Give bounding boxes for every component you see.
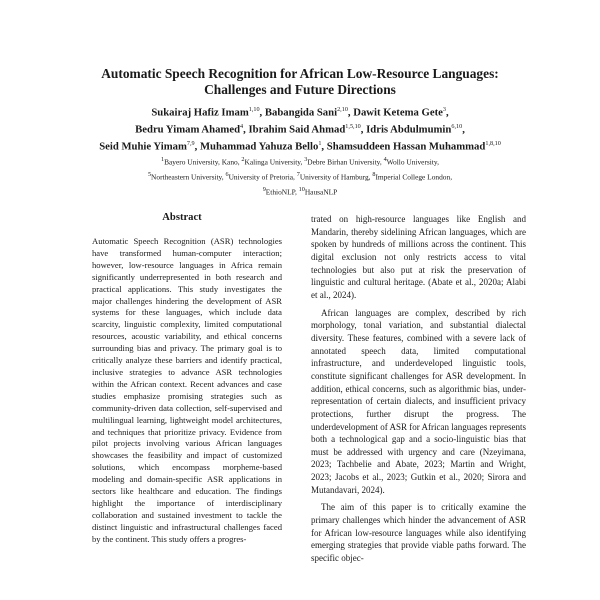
author-name: Seid Muhie Yimam (99, 140, 187, 153)
author-name: Ibrahim Said Ahmad (248, 123, 346, 136)
affil-mark: 5 (147, 170, 152, 178)
author-name: Babangida Sani (264, 106, 338, 119)
paper-title-line-2: Challenges and Future Directions (204, 82, 396, 97)
affil-mark: 7 (296, 170, 300, 178)
author-affil-mark: 7,9 (186, 140, 195, 148)
author-affil-mark: 6,10 (451, 123, 463, 131)
paper-title-line-1: Automatic Speech Recognition for African Low-Resource Languages: (101, 66, 499, 81)
affiliation: Northeastern University (151, 172, 222, 182)
author-affil-mark: 3 (442, 106, 446, 113)
author-list (60, 103, 540, 154)
author-affil-mark: 1,8,10 (485, 140, 501, 148)
affil-mark: 2 (241, 156, 245, 163)
affil-mark: 8 (372, 170, 376, 178)
author-line-1: Sukairaj Hafiz Imam$^{1,10}$, Babangida Sani$^{2,10}$, Dawit Ketema Gete$^3$, (151, 106, 449, 119)
affiliation: HausaNLP (304, 187, 338, 197)
affiliation: Imperial College London (375, 172, 451, 182)
body-paragraph: The aim of this paper is to critically examine the primary challenges which hinder the advancement of ASR for African low-resource languages while also identifying emerging strategies that provide viable paths forward. The specific objec- (311, 502, 526, 564)
author-affil-mark: 2,10 (337, 106, 348, 113)
affiliation: University of Pretoria (228, 172, 294, 182)
affiliation: Kalinga University (244, 157, 301, 167)
author-name: Bedru Yimam Ahamed (135, 123, 241, 136)
author-affil-mark: 4 (240, 123, 244, 131)
affiliation-line-3: $^9$EthioNLP, $^{10}$HausaNLP (262, 185, 338, 197)
author-affil-mark: 1,10 (248, 106, 260, 113)
affiliation: EthioNLP (265, 187, 295, 197)
affiliation-line-2: $^5$Northeastern University, $^6$University of Pretoria, $^7$University of Hamburg, $^8$Imperial College London, (147, 170, 453, 182)
affil-mark: 4 (383, 156, 387, 163)
body-column-right (311, 213, 526, 570)
affiliation: Bayero University, Kano (164, 157, 238, 167)
affiliation: Debre Birhan University (307, 157, 380, 167)
affiliation-list (40, 154, 560, 199)
affil-mark: 10 (298, 185, 305, 193)
abstract-heading: Abstract (162, 212, 202, 223)
affil-mark: 3 (304, 156, 308, 163)
affiliation: Wollo University (386, 157, 438, 167)
author-affil-mark: 1,5,10 (345, 123, 361, 131)
author-name: Muhammad Yahuza Bello (199, 140, 319, 153)
affil-mark: 9 (262, 185, 266, 193)
author-name: Shamsuddeen Hassan Muhammad (326, 140, 486, 153)
affil-mark: 6 (225, 170, 229, 178)
author-line-3: Seid Muhie Yimam$^{7,9}$, Muhammad Yahuza Bello$^1$, Shamsuddeen Hassan Muhammad$^{1,8,10}$ (99, 140, 501, 153)
author-line-2: Bedru Yimam Ahamed$^4$, Ibrahim Said Ahmad$^{1,5,10}$, Idris Abdulmumin$^{6,10}$, (135, 123, 465, 136)
affiliation-line-1: $^1$Bayero University, Kano, $^2$Kalinga University, $^3$Debre Birhan University, $^4$Wollo University, (161, 156, 439, 167)
body-paragraph: trated on high-resource languages like English and Mandarin, thereby sidelining African languages, which are spoken by hundreds of millions across the continent. This digital exclusion not only restricts access to vital technologies but also put at risk the preservation of linguistic and cultural heritage. (Abate et al., 2020a; Alabi et al., 2024). (311, 214, 526, 300)
paper-title (0, 66, 600, 98)
abstract-text: Automatic Speech Recognition (ASR) technologies have transformed human-computer interaction; however, low-resource languages in Africa remain significantly underrepresented in both research and practical applications. This study investigates the major challenges hindering the development of ASR systems for these languages, which include data scarcity, linguistic complexity, limited computational resources, acoustic variability, and ethical concerns surrounding bias and privacy. The primary goal is to critically analyze these barriers and identify practical, inclusive strategies to advance ASR technologies within the African context. Recent advances and case studies emphasize promising strategies such as community-driven data collection, self-supervised and multilingual learning, lightweight model architectures, and techniques that prioritize privacy. Evidence from pilot projects involving various African languages showcases the feasibility and impact of customized solutions, which encompass morpheme-based modeling and domain-specific ASR applications in sectors like healthcare and education. The findings highlight the importance of interdisciplinary collaboration and sustained investment to tackle the distinct linguistic and infrastructural challenges faced by the continent. This study offers a progres- (92, 236, 282, 544)
author-name: Idris Abdulmumin (366, 123, 452, 136)
affil-mark: 1 (161, 156, 165, 163)
body-paragraph: African languages are complex, described by rich morphology, tonal variation, and substantial dialectal diversity. These features, combined with a severe lack of annotated speech data, limited computational infrastructure, and underdeveloped linguistic tools, constitute significant challenges for ASR development. In addition, ethical concerns, such as algorithmic bias, under-representation of certain dialects, and insufficient privacy protections, further disrupt the progress. The underdevelopment of ASR for African languages represents both a technological gap and a socio-linguistic bias that must be addressed with urgency and care (Nzeyimana, 2023; Tachbelie and Abate, 2023; Martin and Wright, 2023; Jacobs et al., 2023; Gutkin et al., 2020; Sirora and Mutandavari, 2024). (311, 307, 526, 495)
affiliation: University of Hamburg (299, 172, 369, 182)
author-name: Sukairaj Hafiz Imam (151, 106, 249, 119)
author-name: Dawit Ketema Gete (353, 106, 443, 119)
author-affil-mark: 1 (318, 140, 322, 148)
